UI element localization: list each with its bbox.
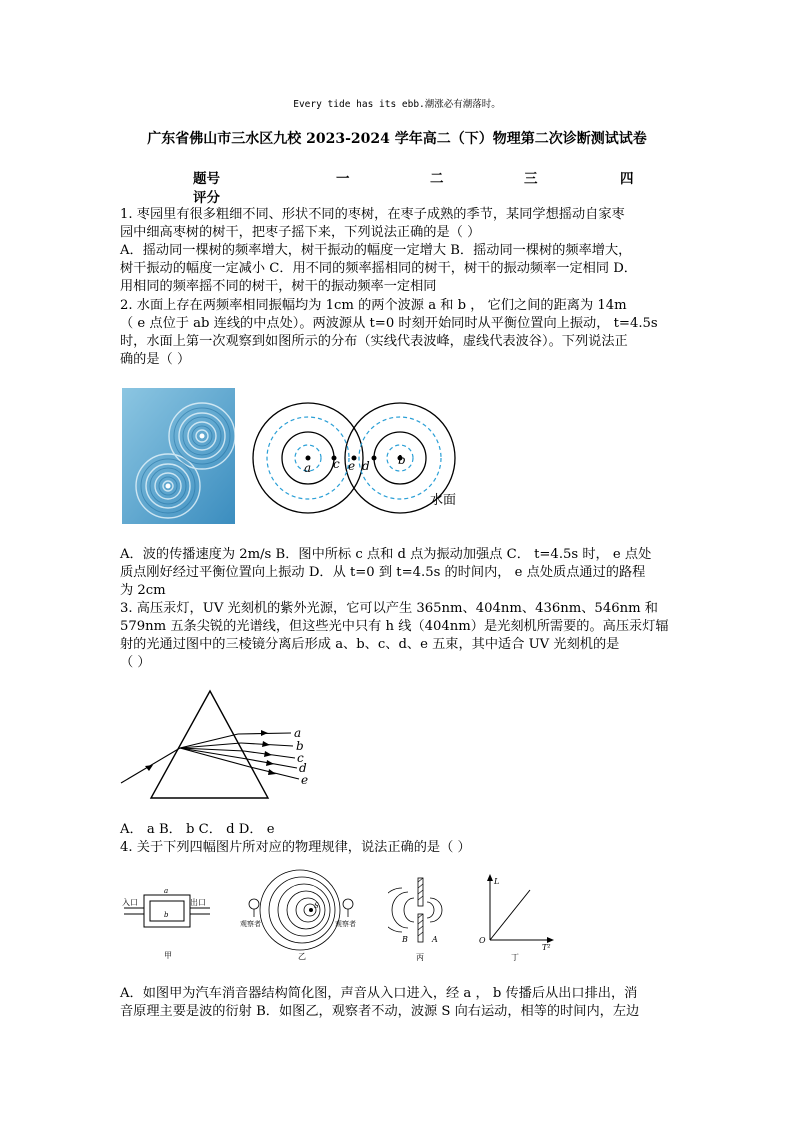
diffraction-B-label: B: [402, 935, 408, 944]
caption-bing: 丙: [416, 953, 424, 962]
muffler-entry-label: 入口: [122, 898, 138, 907]
beam-label-c: c: [297, 751, 304, 765]
q3-line-1: 3. 高压汞灯，UV 光刻机的紫外光源，它可以产生 365nm、404nm、436nm、546nm 和: [120, 601, 658, 616]
muffler-a-label: a: [164, 887, 169, 895]
water-ripple-photo: [122, 388, 235, 524]
wave-interference-diagram: [250, 400, 470, 515]
q1-line-3: A．摇动同一棵树的频率增大，树干振动的幅度一定增大 B．摇动同一棵树的频率增大，: [120, 243, 632, 258]
q1-line-4: 树干振动的幅度一定减小 C．用不同的频率摇相同的树干，树干的振动频率一定相同 D．: [120, 261, 637, 276]
q2-line-3: 时，水面上第一次观察到如图所示的分布（实线代表波峰，虚线代表波谷）。下列说法正: [120, 334, 628, 349]
caption-jia: 甲: [164, 951, 172, 960]
diffraction-A-label: A: [432, 935, 438, 944]
score-table-col-4: 四: [620, 171, 634, 187]
q2-options-1: A．波的传播速度为 2m/s B．图中所标 c 点和 d 点为振动加强点 C． t=4.5s 时， e 点处: [120, 547, 652, 562]
prism-diagram: [118, 688, 318, 803]
beam-label-d: d: [299, 761, 307, 775]
graph-T2-label: T²: [542, 943, 551, 952]
q2-line-4: 确的是（ ）: [120, 352, 191, 367]
q4-options-1: A．如图甲为汽车消音器结构简化图，声音从入口进入，经 a ， b 传播后从出口排出，消: [120, 986, 638, 1001]
beam-label-b: b: [296, 739, 304, 753]
caption-yi: 乙: [298, 952, 306, 961]
q1-line-5: 用相同的频率摇不同的树干，树干的振动频率一定相同: [120, 279, 437, 294]
motto: Every tide has its ebb.潮涨必有潮落时。: [293, 99, 501, 110]
score-table-row-label: 题号: [193, 171, 220, 187]
q3-line-4: （ ）: [120, 655, 151, 670]
q3-options: A． a B． b C． d D． e: [120, 822, 275, 837]
q4-options-2: 音原理主要是波的衍射 B．如图乙，观察者不动，波源 S 向右运动，相等的时间内，左边: [120, 1004, 640, 1019]
label-e: e: [348, 459, 356, 473]
muffler-exit-label: 出口: [190, 898, 206, 907]
page-title: 广东省佛山市三水区九校 2023-2024 学年高二（下）物理第二次诊断测试试卷: [147, 131, 647, 147]
muffler-b-label: b: [164, 911, 169, 919]
diffraction-diagram: [388, 876, 452, 964]
label-c: c: [333, 457, 340, 471]
observer-right-label: 观察者: [335, 920, 356, 928]
q2-line-1: 2. 水面上存在两频率相同振幅均为 1cm 的两个波源 a 和 b ， 它们之间的距离为 14m: [120, 298, 627, 313]
label-a: a: [304, 461, 312, 475]
observer-left-icon: [249, 899, 259, 917]
label-water-surface: 水面: [430, 493, 457, 508]
q2-line-2: （ e 点位于 ab 连线的中点处）。两波源从 t=0 时刻开始同时从平衡位置向上振动， t=4.5s: [120, 316, 658, 331]
score-table-col-2: 二: [430, 171, 444, 187]
caption-ding: 丁: [511, 953, 519, 962]
q2-options-2: 质点刚好经过平衡位置向上振动 D．从 t=0 到 t=4.5s 的时间内， e 点处质点通过的路程: [120, 565, 646, 580]
q3-line-2: 579nm 五条尖锐的光谱线，但这些光中只有 h 线（404nm）是光刻机所需要的。高压汞灯辐: [120, 619, 669, 634]
graph-L-label: L: [494, 877, 500, 886]
beam-label-a: a: [294, 726, 302, 740]
q3-line-3: 射的光通过图中的三棱镜分离后形成 a、b、c、d、e 五束，其中适合 UV 光刻机的是: [120, 637, 620, 652]
label-b: b: [398, 453, 406, 467]
muffler-diagram: [120, 880, 220, 962]
q4-line-1: 4. 关于下列四幅图片所对应的物理规律，说法正确的是（ ）: [120, 840, 471, 855]
doppler-diagram: [238, 868, 370, 964]
doppler-source-label: S: [314, 902, 319, 910]
graph-O-label: O: [479, 936, 486, 945]
label-d: d: [362, 459, 370, 473]
q2-options-3: 为 2cm: [120, 583, 166, 598]
q1-line-1: 1. 枣园里有很多粗细不同、形状不同的枣树，在枣子成熟的季节，某同学想摇动自家枣: [120, 207, 625, 222]
score-table-col-3: 三: [524, 171, 538, 187]
pendulum-graph: [470, 872, 560, 964]
beam-label-e: e: [301, 773, 309, 787]
score-table-col-1: 一: [336, 171, 350, 187]
q1-line-2: 园中细高枣树的树干，把枣子摇下来，下列说法正确的是（ ）: [120, 225, 481, 240]
observer-right-icon: [343, 899, 353, 917]
score-table-score-label: 评分: [193, 190, 220, 206]
observer-left-label: 观察者: [240, 920, 261, 928]
